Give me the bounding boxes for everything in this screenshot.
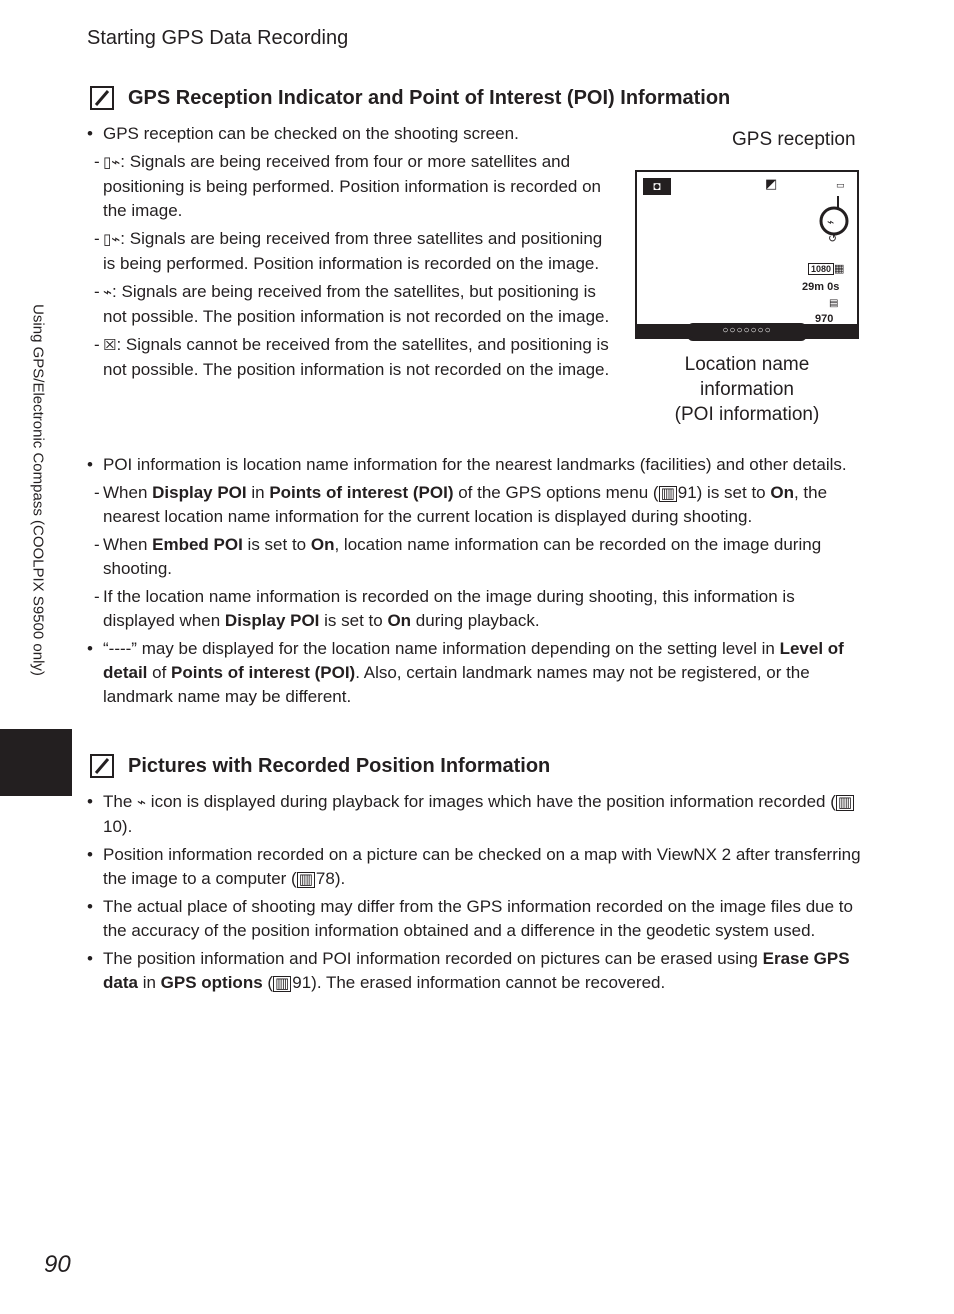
list-item: • “----” may be displayed for the location name information depending on the setting level in Level of detail of Points of interest (POI). Also, certain landmark names may not be registered, or the landmark name may be different. bbox=[87, 637, 869, 709]
book-ref-icon: ▥ bbox=[275, 975, 290, 992]
section1-header bbox=[90, 86, 730, 110]
section1-poi-list bbox=[87, 453, 869, 713]
recording-time: 29m 0s bbox=[802, 281, 840, 293]
list-item: - When Embed POI is set to On, location name information can be recorded on the image during shooting. bbox=[94, 535, 822, 578]
gps-three-satellites-icon: ▯⌁ bbox=[103, 231, 121, 248]
gps-four-satellites-icon: ▯⌁ bbox=[103, 154, 121, 171]
gps-no-signal-icon: ☒ bbox=[103, 337, 117, 354]
book-ref-icon: ▥ bbox=[298, 871, 313, 888]
book-ref-icon: ▥ bbox=[660, 485, 675, 502]
scene-icon: ◩ bbox=[765, 176, 778, 191]
list-item: - ▯⌁: Signals are being received from three satellites and positioning is being performed. Position information is recorded on the image. bbox=[94, 229, 603, 273]
note-pencil-icon bbox=[90, 754, 114, 778]
section1-gps-list bbox=[87, 122, 617, 386]
book-ref-icon: ▥ bbox=[837, 794, 853, 811]
page-number: 90 bbox=[44, 1251, 71, 1278]
gps-reception-callout bbox=[818, 196, 858, 239]
list-item: • GPS reception can be checked on the shooting screen. bbox=[87, 122, 617, 146]
running-head: Starting GPS Data Recording bbox=[87, 27, 349, 49]
list-item: - If the location name information is recorded on the image during shooting, this information is displayed when Display POI is set to On during playback. bbox=[94, 587, 795, 630]
list-item: - ⌁: Signals are being received from the satellites, but positioning is not possible. The position information is not recorded on the image. bbox=[94, 282, 610, 326]
list-item: • The ⌁ icon is displayed during playback for images which have the position information recorded ( ▥10). bbox=[87, 790, 869, 839]
battery-icon: ▭ bbox=[836, 180, 845, 190]
gps-position-recorded-icon: ⌁ bbox=[137, 794, 147, 811]
quality-icon: ▦ bbox=[834, 263, 845, 275]
gps-no-position-icon: ⌁ bbox=[103, 284, 113, 301]
poi-label: Location name information (POI information) bbox=[674, 354, 820, 425]
gps-reception-label: GPS reception bbox=[732, 129, 856, 150]
list-item: • Position information recorded on a picture can be checked on a map with ViewNX 2 after transferring the image to a computer ( ▥ 78). bbox=[87, 843, 869, 891]
list-item: • The actual place of shooting may differ from the GPS information recorded on the image files due to the accuracy of the position information obtained and a difference in the geodetic system used. bbox=[87, 895, 869, 943]
list-item: • POI information is location name information for the nearest landmarks (facilities) and other details. bbox=[87, 453, 869, 477]
section2-header bbox=[90, 754, 550, 778]
camera-mode-icon: ◘ bbox=[643, 178, 671, 195]
note-pencil-icon bbox=[90, 86, 114, 110]
list-item: - When Display POI in Points of interest (POI) of the GPS options menu ( ▥ 91) is set to On, the nearest location name information for the current location is displayed during shooting. bbox=[94, 483, 828, 526]
image-size-icon: ▤ bbox=[829, 298, 839, 309]
list-item: - ☒: Signals cannot be received from the satellites, and positioning is not possible. The position information is not recorded on the image. bbox=[94, 335, 610, 379]
section1-title: GPS Reception Indicator and Point of Interest (POI) Information bbox=[128, 86, 731, 109]
poi-placeholder: ○○○○○○○ bbox=[722, 325, 772, 336]
resolution-indicator: 1080 bbox=[808, 263, 834, 275]
list-item: • The position information and POI information recorded on pictures can be erased using Erase GPS data in GPS options ( ▥ 91). The erased information cannot be recovered. bbox=[87, 947, 869, 995]
list-item: - ▯⌁: Signals are being received from four or more satellites and positioning is being performed. Position information is recorded on the image. bbox=[94, 152, 601, 220]
side-tab-marker bbox=[0, 729, 72, 796]
shots-remaining: 970 bbox=[815, 313, 834, 325]
svg-text:⌁: ⌁ bbox=[827, 215, 835, 229]
section2-list bbox=[87, 790, 869, 999]
section2-title: Pictures with Recorded Position Information bbox=[128, 754, 551, 777]
compass-icon: ↺ bbox=[828, 233, 838, 245]
